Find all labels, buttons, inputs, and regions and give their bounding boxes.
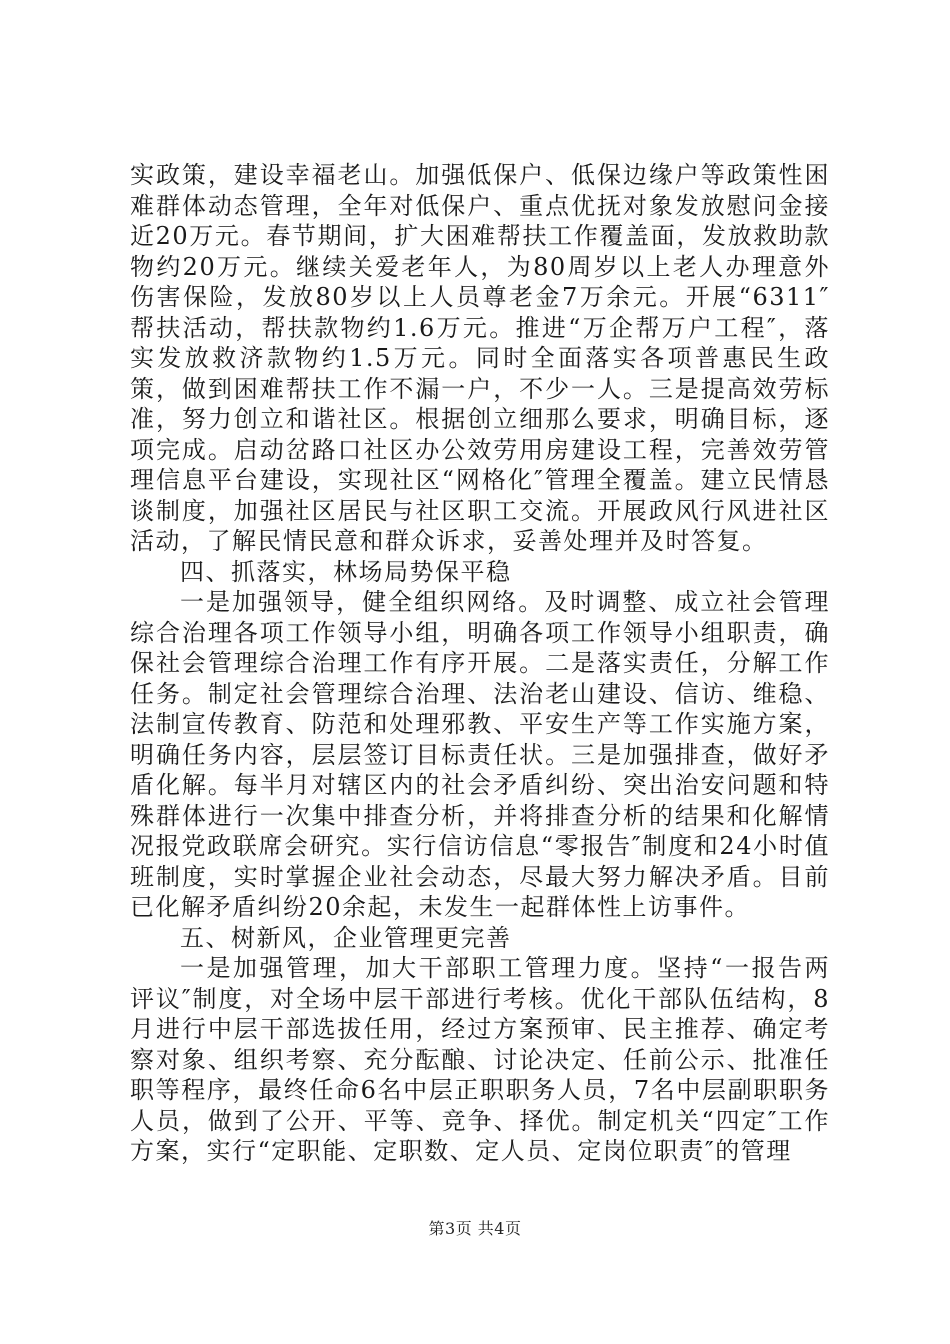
section-heading-4: 四、抓落实，林场局势保平稳 (180, 557, 512, 586)
paragraph-continuation: 实政策，建设幸福老山。加强低保户、低保边缘户等政策性困难群体动态管理，全年对低保户、重点优抚对象发放慰问金接近20万元。春节期间，扩大困难帮扶工作覆盖面，发放救助款物约20万元。继续关爱老年人，为80周岁以上老人办理意外伤害保险，发放80岁以上人员尊老金7万余元。开展“6311″帮扶活动，帮扶款物约1.6万元。推进“万企帮万户工程″，落实发放救济款物约1.5万元。同时全面落实各项普惠民生政策，做到困难帮扶工作不漏一户，不少一人。三是提高效劳标准，努力创立和谐社区。根据创立细那么要求，明确目标，逐项完成。启动岔路口社区办公效劳用房建设工程，完善效劳管理信息平台建设，实现社区“网格化″管理全覆盖。建立民情恳谈制度，加强社区居民与社区职工交流。开展政风行风进社区活动，了解民情民意和群众诉求，妥善处理并及时答复。 (130, 161, 830, 555)
paragraph-section-4: 一是加强领导，健全组织网络。及时调整、成立社会管理综合治理各项工作领导小组，明确各项工作领导小组职责，确保社会管理综合治理工作有序开展。二是落实责任，分解工作任务。制定社会管理综合治理、法治老山建设、信访、维稳、法制宣传教育、防范和处理邪教、平安生产等工作实施方案，明确任务内容，层层签订目标责任状。三是加强排查，做好矛盾化解。每半月对辖区内的社会矛盾纠纷、突出治安问题和特殊群体进行一次集中排查分析，并将排查分析的结果和化解情况报党政联席会研究。实行信访信息“零报告″制度和24小时值班制度，实时掌握企业社会动态，尽最大努力解决矛盾。目前已化解矛盾纠纷20余起，未发生一起群体性上访事件。 (130, 588, 830, 921)
paragraph-section-5: 一是加强管理，加大干部职工管理力度。坚持“一报告两评议″制度，对全场中层干部进行考核。优化干部队伍结构，8月进行中层干部选拔任用，经过方案预审、民主推荐、确定考察对象、组织考察、充分酝酿、讨论决定、任前公示、批准任职等程序，最终任命6名中层正职职务人员，7名中层副职职务人员，做到了公开、平等、竞争、择优。制定机关“四定″工作方案，实行“定职能、定职数、定人员、定岗位职责″的管理 (130, 954, 830, 1165)
page-footer: 第3页 共4页 (428, 1219, 522, 1238)
document-body (130, 160, 830, 1167)
section-heading-5: 五、树新风，企业管理更完善 (180, 923, 512, 952)
